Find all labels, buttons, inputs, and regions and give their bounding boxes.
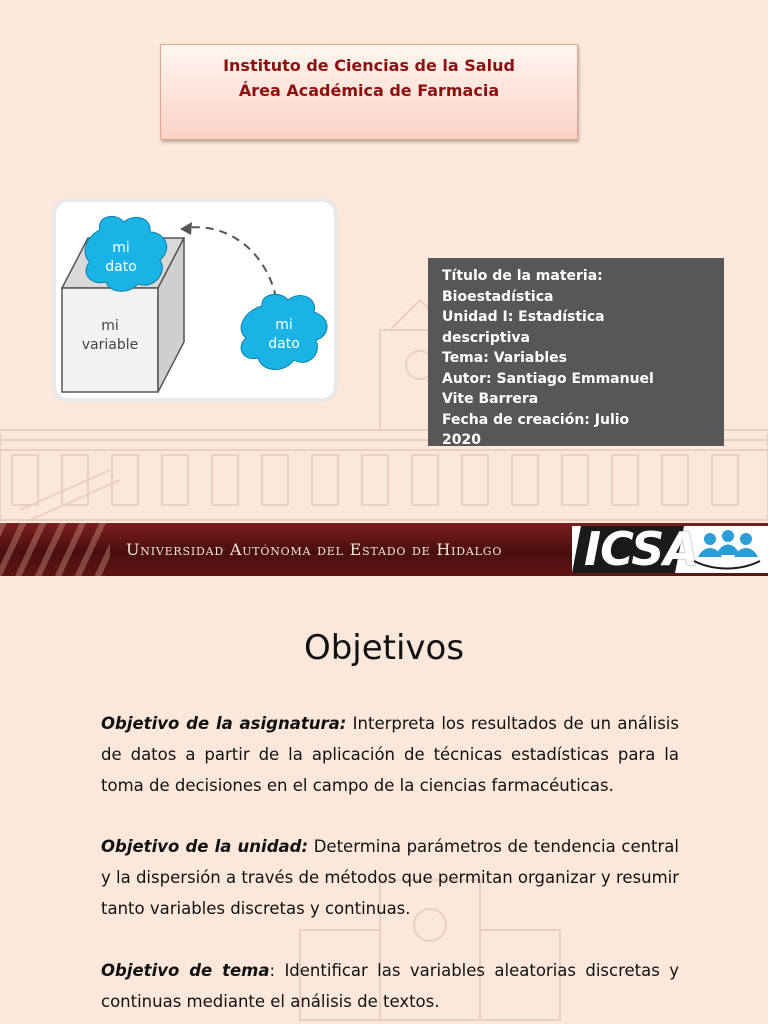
- institute-name: Instituto de Ciencias de la Salud: [223, 56, 515, 75]
- objective-text: Determina parámetros de tendencia central y la dispersión a través de métodos que permitan organizar y resumir tanto variables discretas y continuas.: [101, 837, 680, 918]
- department-name: Área Académica de Farmacia: [238, 81, 500, 100]
- objective-text: Interpreta los resultados de un análisis de datos a partir de la aplicación de técnicas estadísticas para la toma de decisiones en el campo de la ciencias farmacéuticas.: [101, 714, 679, 795]
- objective-subject: [101, 708, 679, 801]
- objective-lead: Objetivo de tema: [101, 961, 270, 980]
- objective-topic: [101, 955, 679, 1017]
- dashed-arrow-icon: [186, 227, 276, 298]
- banner-stripe-decoration: [0, 523, 110, 576]
- university-name: Universidad Autónoma del Estado de Hidalgo: [126, 540, 503, 559]
- box-and-data-drawing: [56, 202, 334, 398]
- objective-lead: Objetivo de la asignatura:: [101, 714, 347, 733]
- course-info-card: [428, 258, 724, 446]
- info-line: Título de la materia:: [442, 268, 603, 284]
- icsa-people-icon: [690, 527, 764, 573]
- variable-label: mi variable: [81, 318, 139, 353]
- info-line: descriptiva: [442, 329, 530, 346]
- objective-text: : Identificar las variables aleatorias discretas y continuas mediante el análisis de textos.: [101, 961, 680, 1011]
- info-line: Fecha de creación: Julio: [442, 411, 630, 428]
- arrow-head-icon: [180, 222, 192, 235]
- blob-label: mi dato: [268, 317, 300, 352]
- variable-illustration: [56, 202, 334, 398]
- info-line: Tema: Variables: [442, 350, 568, 366]
- objective-lead: Objetivo de la unidad:: [101, 837, 309, 856]
- info-line: Autor: Santiago Emmanuel: [442, 370, 654, 387]
- institute-title-box: [160, 44, 578, 140]
- icsa-logo-text: ICSA: [584, 523, 698, 576]
- objective-unit: [101, 831, 679, 924]
- info-line: Vite Barrera: [442, 391, 539, 407]
- objectives-heading: Objetivos: [303, 628, 465, 668]
- info-line: Unidad I: Estadística: [442, 309, 605, 325]
- box-top-label: mi dato: [105, 240, 137, 275]
- university-banner: [0, 523, 768, 576]
- info-line: 2020: [442, 432, 481, 446]
- info-line: Bioestadística: [442, 288, 554, 305]
